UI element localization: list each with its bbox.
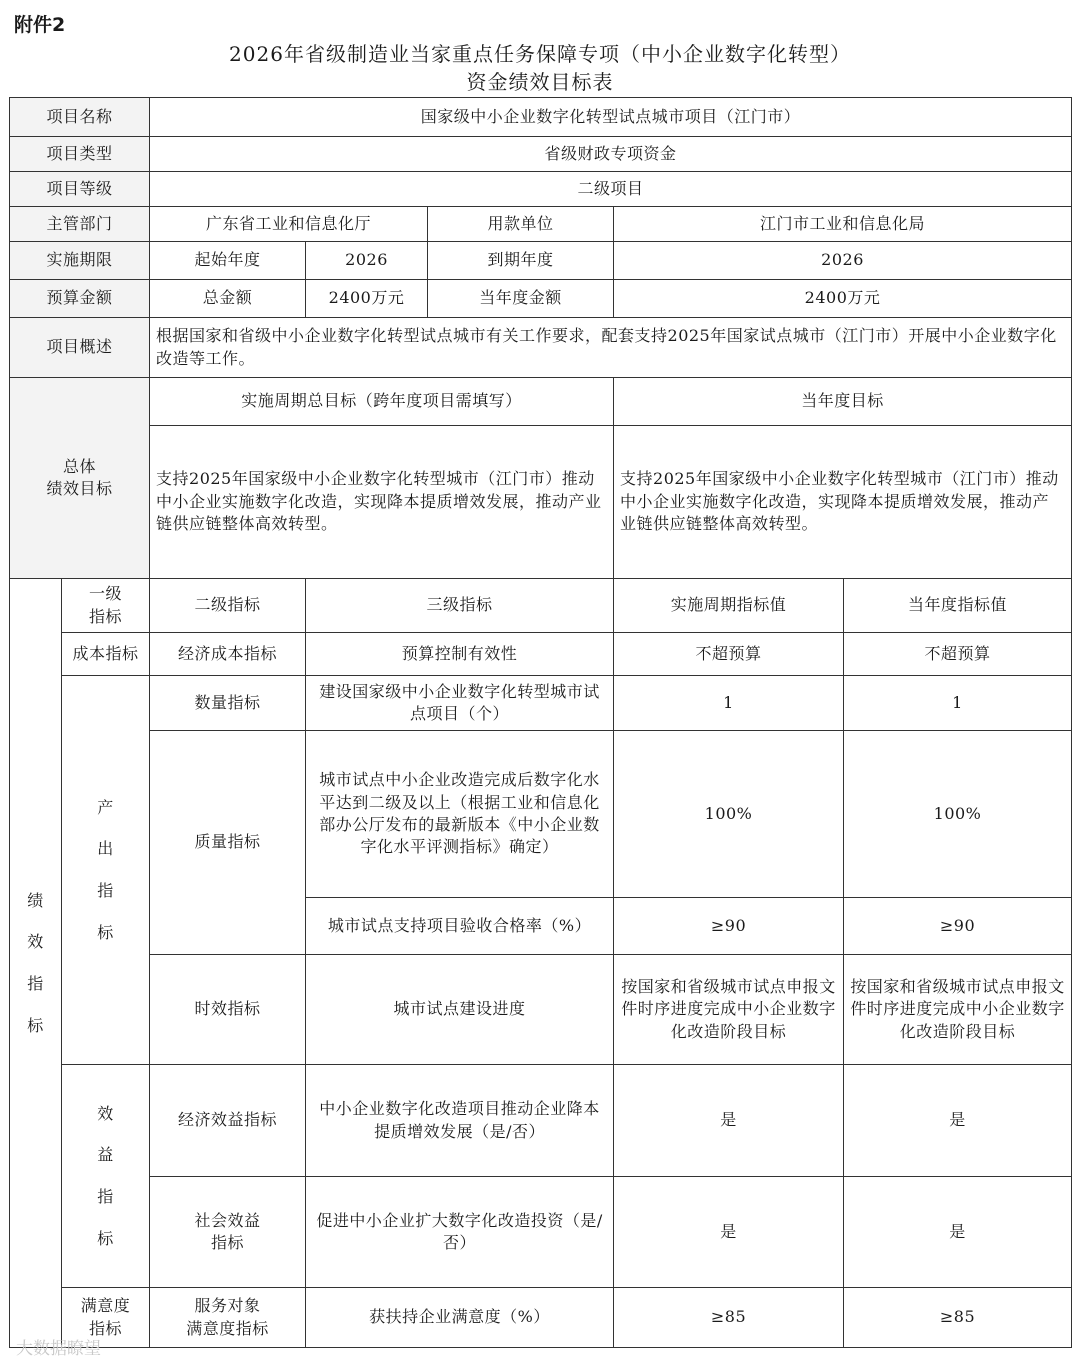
level2-header: 二级指标 bbox=[150, 579, 306, 633]
quality-indicator-label: 质量指标 bbox=[150, 731, 306, 955]
page-subtitle: 资金绩效目标表 bbox=[466, 70, 614, 94]
budget-label: 预算金额 bbox=[10, 280, 150, 318]
timeliness-period-value: 按国家和省级城市试点申报文件时序进度完成中小企业数字化改造阶段目标 bbox=[614, 955, 844, 1065]
project-name-label: 项目名称 bbox=[10, 98, 150, 137]
year-target-text: 支持2025年国家级中小企业数字化转型城市（江门市）推动中小企业实施数字化改造，实现降本提质增效发展，推动产业链供应链整体高效转型。 bbox=[614, 426, 1072, 579]
quality1-year-value: 100% bbox=[844, 731, 1072, 898]
quality2-period-value: ≥90 bbox=[614, 898, 844, 955]
attachment-label: 附件2 bbox=[14, 14, 66, 36]
social-benefit-year-value: 是 bbox=[844, 1177, 1072, 1288]
project-level-label: 项目等级 bbox=[10, 172, 150, 207]
level1-header: 一级 指标 bbox=[62, 579, 150, 633]
project-type-label: 项目类型 bbox=[10, 137, 150, 172]
project-type: 省级财政专项资金 bbox=[150, 137, 1072, 172]
budget-control-year-value: 不超预算 bbox=[844, 633, 1072, 676]
end-year-value: 2026 bbox=[614, 242, 1072, 280]
current-amount-label: 当年度金额 bbox=[428, 280, 614, 318]
quality1-period-value: 100% bbox=[614, 731, 844, 898]
level3-header: 三级指标 bbox=[306, 579, 614, 633]
economic-benefit-desc: 中小企业数字化改造项目推动企业降本提质增效发展（是/否） bbox=[306, 1065, 614, 1177]
period-label: 实施期限 bbox=[10, 242, 150, 280]
quantity-period-value: 1 bbox=[614, 676, 844, 731]
service-satisfaction-label: 服务对象 满意度指标 bbox=[150, 1288, 306, 1348]
timeliness-indicator-label: 时效指标 bbox=[150, 955, 306, 1065]
timeliness-year-value: 按国家和省级城市试点申报文件时序进度完成中小企业数字化改造阶段目标 bbox=[844, 955, 1072, 1065]
page-title: 2026年省级制造业当家重点任务保障专项（中小企业数字化转型） bbox=[229, 42, 851, 66]
quantity-indicator-label: 数量指标 bbox=[150, 676, 306, 731]
start-year-value: 2026 bbox=[306, 242, 428, 280]
summary-label: 项目概述 bbox=[10, 318, 150, 378]
quality2-year-value: ≥90 bbox=[844, 898, 1072, 955]
project-summary: 根据国家和省级中小企业数字化转型试点城市有关工作要求，配套支持2025年国家试点城市（江门市）开展中小企业数字化改造等工作。 bbox=[150, 318, 1072, 378]
satisfaction-period-value: ≥85 bbox=[614, 1288, 844, 1348]
end-year-label: 到期年度 bbox=[428, 242, 614, 280]
social-benefit-label: 社会效益 指标 bbox=[150, 1177, 306, 1288]
year-value-header: 当年度指标值 bbox=[844, 579, 1072, 633]
overall-label-line1: 总体 bbox=[63, 456, 97, 476]
period-target-text: 支持2025年国家级中小企业数字化转型城市（江门市）推动中小企业实施数字化改造，实现降本提质增效发展，推动产业链供应链整体高效转型。 bbox=[150, 426, 614, 579]
social-benefit-desc: 促进中小企业扩大数字化改造投资（是/否） bbox=[306, 1177, 614, 1288]
quality-indicator-desc-2: 城市试点支持项目验收合格率（%） bbox=[306, 898, 614, 955]
quantity-indicator-desc: 建设国家级中小企业数字化转型城市试点项目（个） bbox=[306, 676, 614, 731]
user-unit-value: 江门市工业和信息化局 bbox=[614, 207, 1072, 242]
project-name: 国家级中小企业数字化转型试点城市项目（江门市） bbox=[150, 98, 1072, 137]
satisfaction-year-value: ≥85 bbox=[844, 1288, 1072, 1348]
economic-cost-label: 经济成本指标 bbox=[150, 633, 306, 676]
economic-benefit-period-value: 是 bbox=[614, 1065, 844, 1177]
watermark: 大数据瞭望 bbox=[16, 1339, 101, 1359]
overall-label-line2: 绩效目标 bbox=[46, 479, 113, 498]
satisfaction-indicator-label: 满意度 指标 bbox=[62, 1288, 150, 1348]
output-indicators-label: 产 出 指 标 bbox=[62, 676, 150, 1065]
budget-control-period-value: 不超预算 bbox=[614, 633, 844, 676]
timeliness-indicator-desc: 城市试点建设进度 bbox=[306, 955, 614, 1065]
period-value-header: 实施周期指标值 bbox=[614, 579, 844, 633]
current-amount-value: 2400万元 bbox=[614, 280, 1072, 318]
social-benefit-period-value: 是 bbox=[614, 1177, 844, 1288]
period-target-header: 实施周期总目标（跨年度项目需填写） bbox=[150, 378, 614, 426]
total-amount-value: 2400万元 bbox=[306, 280, 428, 318]
satisfaction-desc: 获扶持企业满意度（%） bbox=[306, 1288, 614, 1348]
year-target-header: 当年度目标 bbox=[614, 378, 1072, 426]
dept-label: 主管部门 bbox=[10, 207, 150, 242]
budget-control-label: 预算控制有效性 bbox=[306, 633, 614, 676]
benefit-indicators-label: 效 益 指 标 bbox=[62, 1065, 150, 1288]
overall-target-label bbox=[10, 378, 150, 579]
economic-benefit-label: 经济效益指标 bbox=[150, 1065, 306, 1177]
performance-target-table bbox=[9, 97, 1072, 1348]
quality-indicator-desc-1: 城市试点中小企业改造完成后数字化水平达到二级及以上（根据工业和信息化部办公厅发布的最新版本《中小企业数字化水平评测指标》确定） bbox=[306, 731, 614, 898]
dept-value: 广东省工业和信息化厅 bbox=[150, 207, 428, 242]
total-amount-label: 总金额 bbox=[150, 280, 306, 318]
user-unit-label: 用款单位 bbox=[428, 207, 614, 242]
cost-indicator-label: 成本指标 bbox=[62, 633, 150, 676]
economic-benefit-year-value: 是 bbox=[844, 1065, 1072, 1177]
project-level: 二级项目 bbox=[150, 172, 1072, 207]
quantity-year-value: 1 bbox=[844, 676, 1072, 731]
start-year-label: 起始年度 bbox=[150, 242, 306, 280]
performance-indicators-label: 绩 效 指 标 bbox=[10, 579, 62, 1348]
